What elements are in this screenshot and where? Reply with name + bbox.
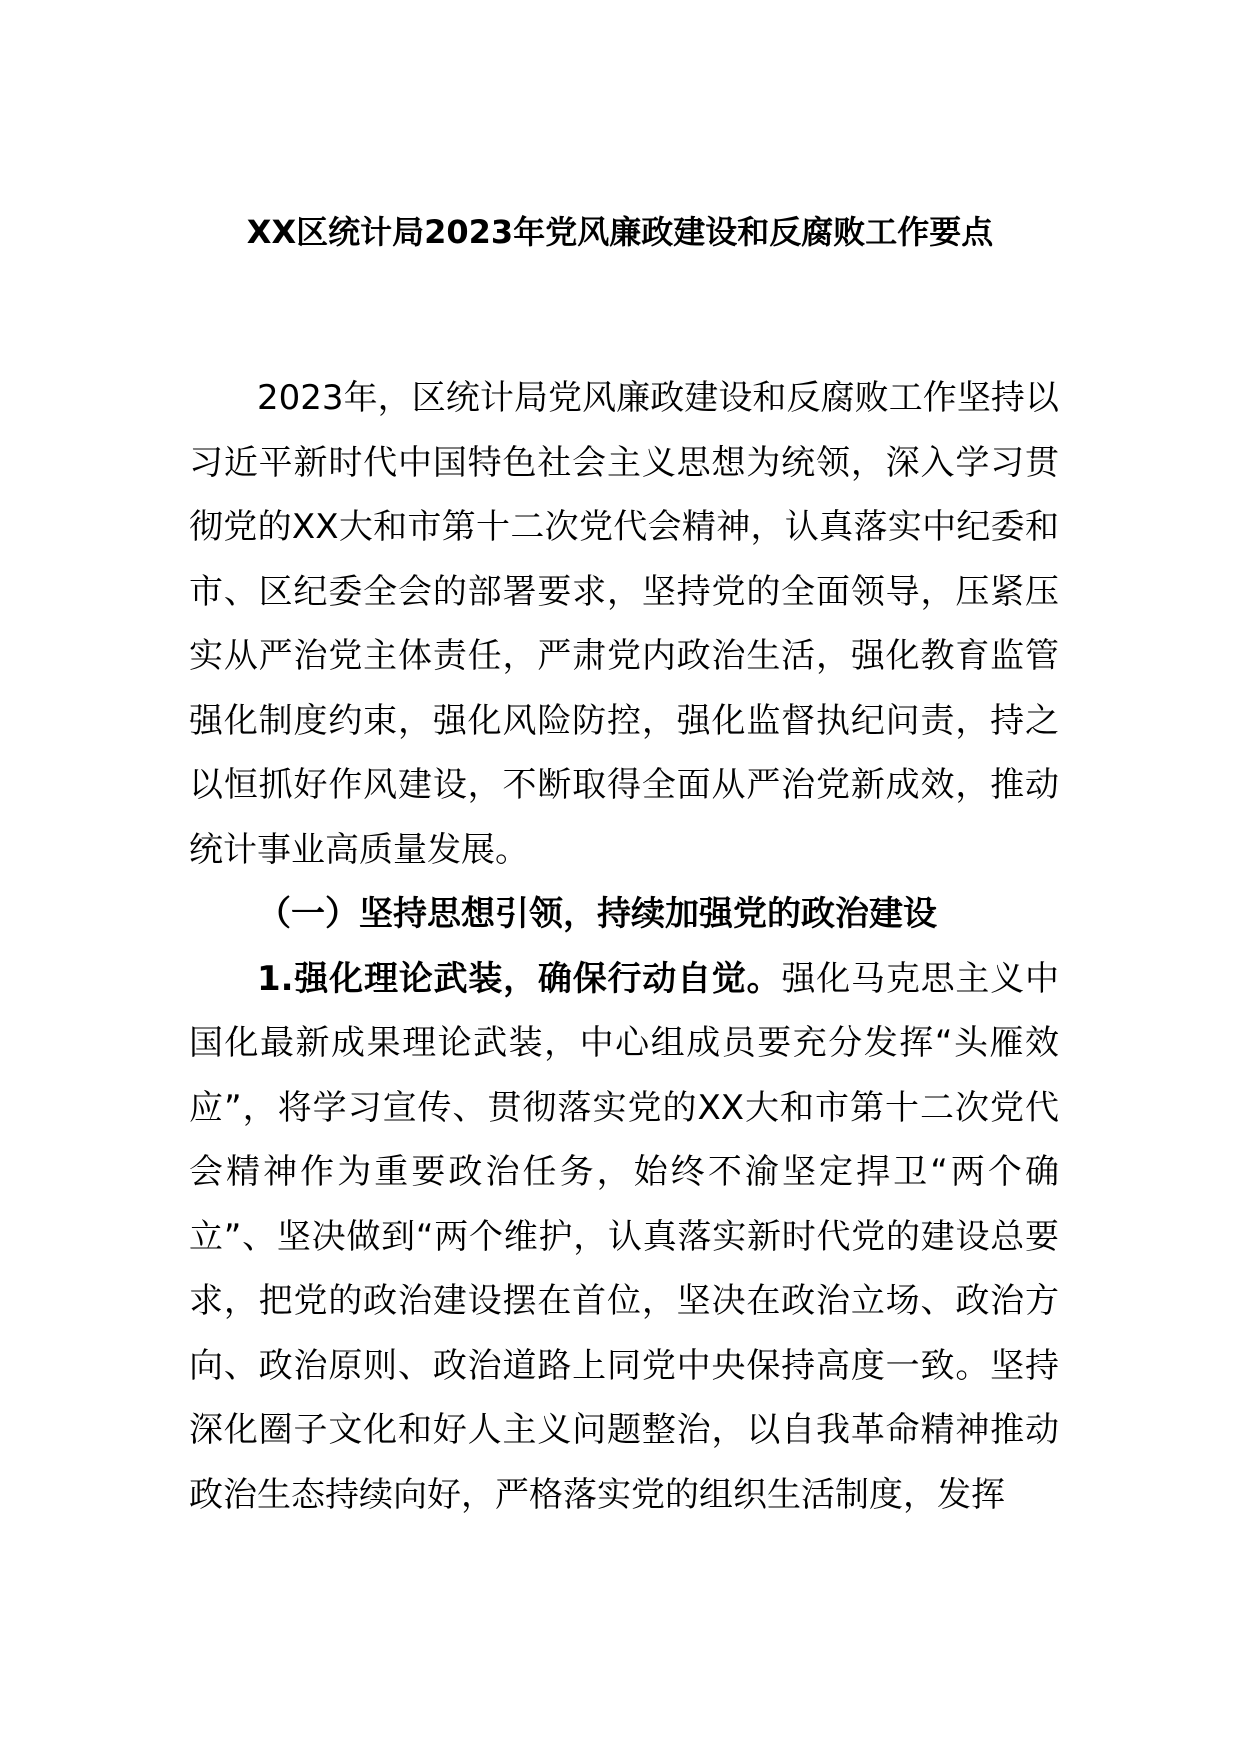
document-body [189, 366, 1059, 1527]
item-paragraph [189, 947, 1059, 1528]
item-lead: 1.强化理论武装，确保行动自觉。 [257, 958, 782, 999]
document-title: XX区统计局2023年党风廉政建设和反腐败工作要点 [246, 213, 994, 251]
section-heading: （一）坚持思想引领，持续加强党的政治建设 [257, 894, 937, 934]
item-text: 强化马克思主义中国化最新成果理论武装，中心组成员要充分发挥“头雁效应”，将学习宣传、贯彻落实党的XX大和市第十二次党代会精神作为重要政治任务，始终不渝坚定捍卫“两个确立”、坚决做到“两个维护，认真落实新时代党的建设总要求，把党的政治建设摆在首位，坚决在政治立场、政治方向、政治原则、政治道路上同党中央保持高度一致。坚持深化圈子文化和好人主义问题整治，以自我革命精神推动政治生态持续向好，严格落实党的组织生活制度，发挥 [189, 958, 1059, 1515]
intro-paragraph: 2023年，区统计局党风廉政建设和反腐败工作坚持以习近平新时代中国特色社会主义思想为统领，深入学习贯彻党的XX大和市第十二次党代会精神，认真落实中纪委和市、区纪委全会的部署要求，坚持党的全面领导，压紧压实从严治党主体责任，严肃党内政治生活，强化教育监管强化制度约束，强化风险防控，强化监督执纪问责，持之以恒抓好作风建设，不断取得全面从严治党新成效，推动统计事业高质量发展。 [189, 378, 1059, 870]
